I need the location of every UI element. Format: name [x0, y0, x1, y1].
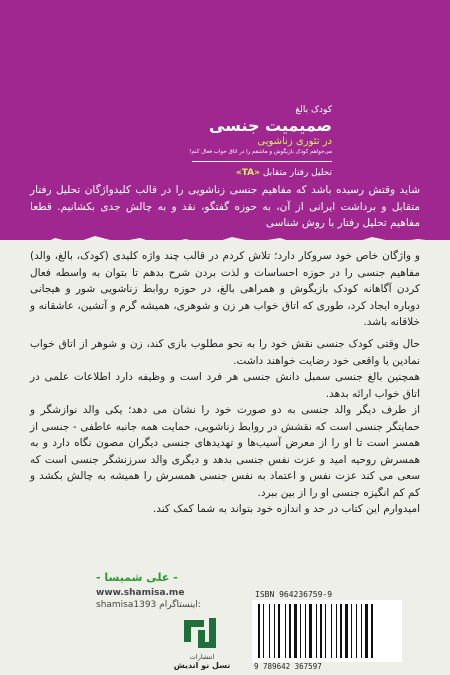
instagram-handle: shamisa1393 [96, 600, 157, 610]
barcode-bar [305, 604, 306, 658]
author-website: www.shamisa.me [96, 588, 185, 598]
barcode-bar [300, 604, 301, 658]
barcode-bar [309, 604, 312, 658]
barcode-bar [336, 604, 337, 658]
barcode-bar [289, 604, 291, 658]
blurb-paragraph-5: امیدوارم این کتاب در حد و اندازه خود بتواند به شما کمک کند. [152, 503, 420, 515]
instagram-label: اینستاگرام: [159, 600, 201, 610]
ta-heading-text: تحلیل رفتار متقابل [262, 168, 332, 178]
author-instagram [96, 600, 204, 610]
ta-heading-label: «TA» [235, 168, 260, 178]
blurb-body [30, 336, 420, 518]
barcode-bar [331, 604, 332, 658]
book-title: صمیمیت جنسی [208, 116, 332, 135]
blurb-intro: شاید وقتش رسیده باشد که مفاهیم جنسی زناشویی را در قالب کلیدواژگان تحلیل رفتار متقابل و برداشت ایرانی از آن، به حوزه گفتگو، نقد و به چالش جدی بکشانیم. قطعا مفاهیم تحلیل رفتار با روش شناسی [30, 184, 420, 229]
barcode-bar [356, 604, 357, 658]
isbn-label: ISBN 964236759-9 [255, 590, 333, 599]
cover-title-block [189, 104, 332, 157]
barcode-bar [258, 604, 260, 658]
publisher-logo-icon [182, 616, 222, 650]
blurb-paragraph-2: حال وقتی کودک جنسی نقش خود را به نحو مطلوب بازی کند، زن و شوهر از اتاق خواب نمادین یا واقعی خود رضایت خواهند داشت. [30, 338, 420, 367]
barcode-bar [285, 604, 286, 658]
barcode-bar [325, 604, 326, 658]
series-name: کودک بالغ [295, 105, 332, 115]
barcode-bar [320, 604, 322, 658]
barcode-bar [294, 604, 297, 658]
barcode-bar [269, 604, 270, 658]
blurb-paragraph-4: از طرف دیگر والد جنسی به دو صورت خود را نشان می دهد؛ یکی والد نوازشگر و حمایتگر جنسی است که نقشش در روابط زناشویی، حمایت همه جانبه عاطفی - جنسی از همسر است تا او را از معرض آسیب‌ها و تهدیدهای جنسی دیگران مصون نگاه دارد و به همسرش روحیه امید و عزت نفس جنسی بدهد و دیگری والد سرزنشگر جنسی است که سعی می کند عزت نفس و اعتماد به نفس جنسی همسرش را همیشه به چالش بکشد و کم کم انگیزه جنسی او را از بین ببرد. [30, 404, 420, 499]
barcode-bar [274, 604, 275, 658]
book-subtitle: در تئوری زناشویی [257, 136, 332, 147]
blurb-paragraph-1: و واژگان خاص خود سروکار دارد؛ تلاش کردم در قالب چند واژه کلیدی (کودک، بالغ، والد) مفاهیم جنسی را در حوزه احساسات و لذت بردن شرح بدهم تا بتوان به واسطه فعال کردن آگاهانه کودک بازیگوش و همراهی بالغ، در حوزه روابط زناشویی شور و هیجانی دوباره ایجاد کرد، طوری که اتاق خواب هر زن و شوهری، همیشه گرم و آتشین، عاشقانه و خلاقانه باشد. [30, 250, 420, 328]
author-signature: - علی شمیسا - [96, 571, 178, 584]
barcode-bar [351, 604, 352, 658]
ta-section-heading [236, 168, 332, 178]
book-tagline: می‌خواهم کودک بازیگوش و ماشقم را در اتاق خواب فعال کنم! [189, 149, 332, 155]
title-divider [192, 161, 332, 162]
barcode-bar [316, 604, 317, 658]
barcode-bar [263, 604, 264, 658]
publisher-name: نسل نو اندیش [173, 661, 231, 670]
publisher-label: انتشارات [189, 653, 215, 661]
barcode-bar [365, 604, 368, 658]
barcode-bar [345, 604, 348, 658]
barcode-bar [278, 604, 280, 658]
barcode-bar [361, 604, 362, 658]
barcode-bar [340, 604, 342, 658]
barcode [252, 600, 402, 662]
blurb-paragraph-3: همچنین بالغ جنسی سمبل دانش جنسی هر فرد است و وظیفه دارد اطلاعات علمی در اتاق خواب ارائه بدهد. [30, 371, 420, 400]
barcode-bar [371, 604, 373, 658]
barcode-number: 9 789642 367597 [254, 662, 322, 671]
